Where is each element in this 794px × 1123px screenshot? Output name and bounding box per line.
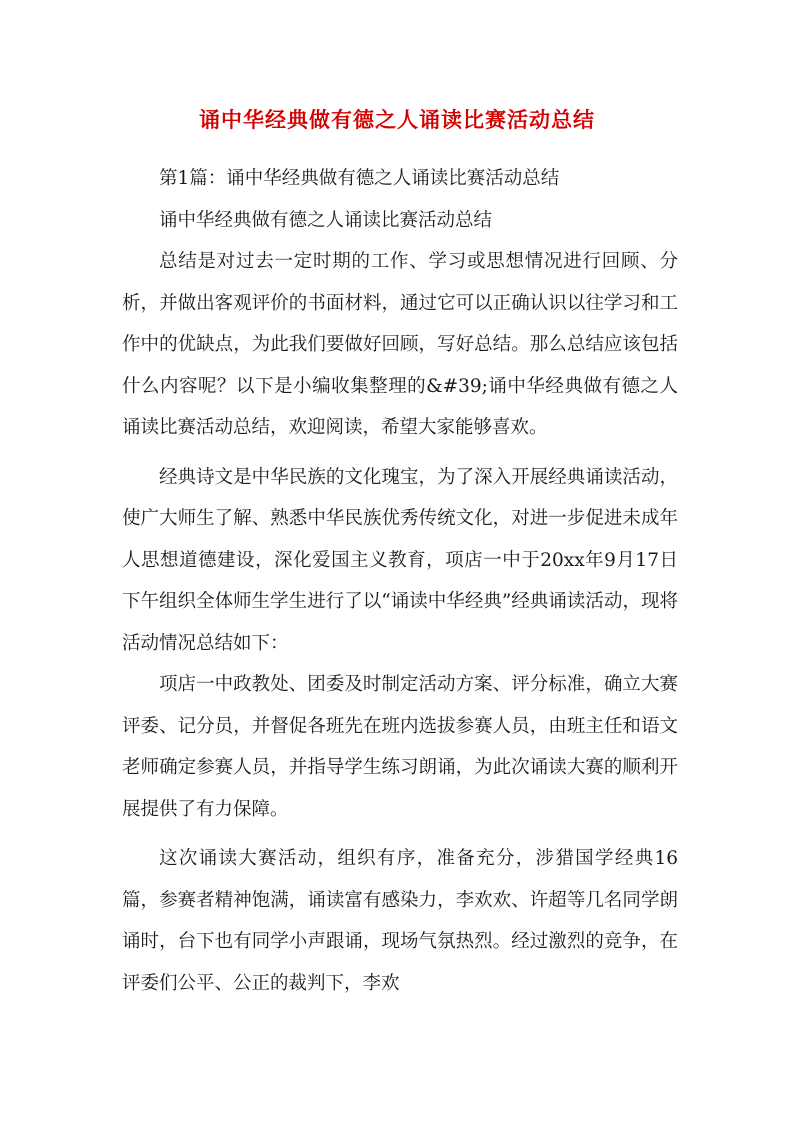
article-subtitle: 诵中华经典做有德之人诵读比赛活动总结: [159, 209, 493, 231]
paragraph-contest: 这次诵读大赛活动，组织有序，准备充分，涉猎国学经典16篇，参赛者精神饱满，诵读富有感染力，李欢欢、许超等几名同学朗诵时，台下也有同学小声跟诵，现场气氛热烈。经过激烈的竞争，在评委们公平、公正的裁判下，李欢: [122, 848, 678, 994]
paragraph-preparation: 项店一中政教处、团委及时制定活动方案、评分标准，确立大赛评委、记分员，并督促各班先在班内选拔参赛人员，由班主任和语文老师确定参赛人员，并指导学生练习朗诵，为此次诵读大赛的顺利开展提供了有力保障。: [122, 674, 678, 820]
section-heading: 第1篇：诵中华经典做有德之人诵读比赛活动总结: [159, 168, 560, 189]
document-body: [122, 158, 678, 1004]
paragraph-intro: 总结是对过去一定时期的工作、学习或思想情况进行回顾、分析，并做出客观评价的书面材料，通过它可以正确认识以往学习和工作中的优缺点，为此我们要做好回顾，写好总结。那么总结应该包括什么内容呢？以下是小编收集整理的&#39;诵中华经典做有德之人诵读比赛活动总结，欢迎阅读，希望大家能够喜欢。: [122, 251, 678, 438]
paragraph-background: 经典诗文是中华民族的文化瑰宝，为了深入开展经典诵读活动，使广大师生了解、熟悉中华民族优秀传统文化，对进一步促进未成年人思想道德建设，深化爱国主义教育，项店一中于20xx年9月17日下午组织全体师生学生进行了以“诵读中华经典”经典诵读活动，现将活动情况总结如下：: [122, 466, 678, 654]
document-title: 诵中华经典做有德之人诵读比赛活动总结: [199, 107, 595, 132]
